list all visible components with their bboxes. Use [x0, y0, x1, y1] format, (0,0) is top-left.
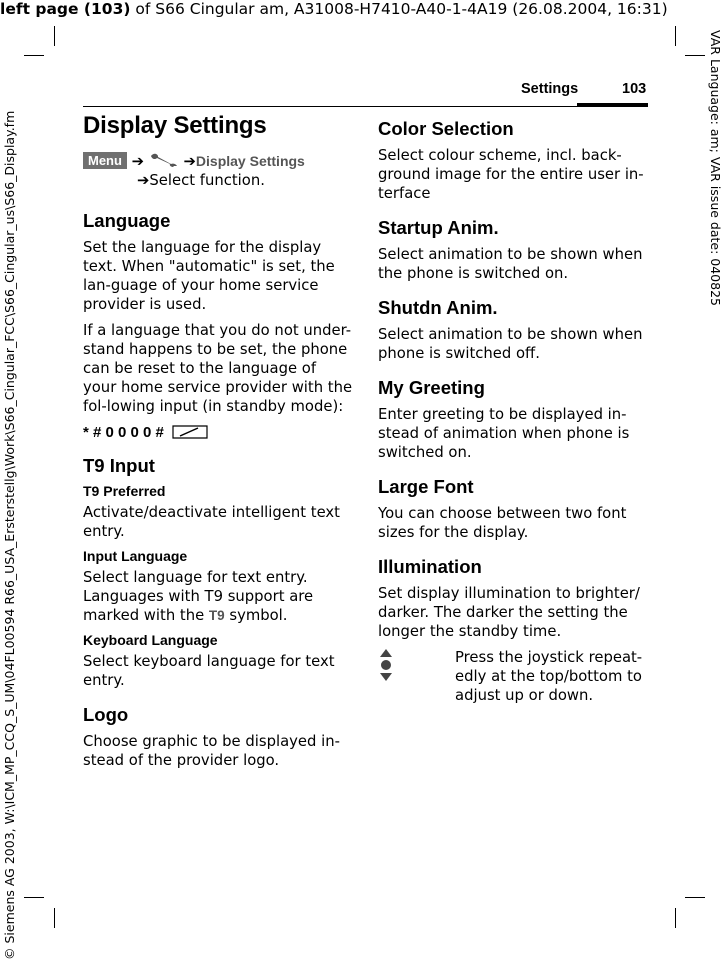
- menu-path-display-settings: Display Settings: [195, 153, 305, 169]
- document-info-rest: of S66 Cingular am, A31008-H7410-A40-1-4A19 (26.08.2004, 16:31): [130, 0, 668, 18]
- crop-mark: [24, 55, 44, 56]
- document-info-bold: left page (103): [0, 0, 131, 18]
- color-selection-heading: Color Selection: [378, 118, 514, 139]
- my-greeting-text: Enter greeting to be displayed in-stead of animation when phone is switched on.: [378, 406, 630, 461]
- keyboard-language-text: Select keyboard language for text entry.: [83, 653, 335, 689]
- input-language-text-b: symbol.: [224, 607, 288, 624]
- t9-symbol: T9: [208, 608, 225, 623]
- header-rule: [83, 106, 648, 107]
- illumination-heading: Illumination: [378, 556, 482, 577]
- large-font-heading: Large Font: [378, 476, 474, 497]
- language-heading: Language: [83, 210, 171, 231]
- joystick-instruction: [378, 648, 648, 705]
- startup-anim-heading: Startup Anim.: [378, 217, 499, 238]
- shutdown-anim-text: Select animation to be shown when phone is switched off.: [378, 326, 643, 362]
- crop-mark: [675, 908, 676, 928]
- running-header-section: Settings: [521, 81, 579, 97]
- my-greeting-heading: My Greeting: [378, 377, 485, 398]
- t9-input-heading: T9 Input: [83, 455, 155, 476]
- logo-heading: Logo: [83, 704, 129, 725]
- joystick-text: Press the joystick repeat-edly at the top/bottom to adjust up or down.: [455, 649, 643, 704]
- crop-mark: [675, 26, 676, 46]
- input-language-text: [83, 568, 353, 625]
- joystick-container: [378, 648, 455, 705]
- color-selection-text: Select colour scheme, incl. back-ground image for the entire user in-terface: [378, 147, 644, 202]
- document-info-line: [0, 0, 668, 18]
- keyboard-language-heading: Keyboard Language: [83, 632, 218, 648]
- illumination-text: Set display illumination to brighter/ darker. The darker the setting the longer the standby time.: [378, 585, 640, 640]
- reset-key-sequence: [83, 423, 353, 441]
- header-rule-thick: [577, 103, 648, 107]
- large-font-text: You can choose between two font sizes for the display.: [378, 505, 627, 541]
- arrow-icon: ➔: [183, 153, 196, 170]
- crop-mark: [685, 897, 705, 898]
- crop-mark: [24, 897, 44, 898]
- menu-key: Menu: [83, 152, 127, 169]
- var-language-margin: VAR Language: am; VAR issue date: 040825: [708, 30, 723, 306]
- file-path-margin: © Siemens AG 2003, W:\ICM_MP_CCQ_S_UM\04FL00594 R66_USA_Ersterstellg\Work\S66_Cingular_FCC\S66_Cingular_us\S66_Display.fm: [2, 110, 17, 960]
- left-column: [83, 112, 353, 777]
- menu-select-line: [83, 171, 353, 190]
- t9-preferred-text: Activate/deactivate intelligent text entry.: [83, 504, 340, 540]
- crop-mark: [685, 55, 705, 56]
- language-text-1: Set the language for the display text. When "automatic" is set, the lan-guage of your home service provider is used.: [83, 239, 335, 313]
- arrow-icon: ➔: [131, 153, 145, 170]
- crop-mark: [54, 908, 55, 928]
- joystick-up-down-icon: [378, 648, 394, 682]
- key-sequence-text: * # 0 0 0 0 #: [83, 423, 164, 441]
- page-number: 103: [622, 81, 647, 97]
- menu-path: [83, 152, 353, 190]
- language-text-2: If a language that you do not under-stand happens to be set, the phone can be reset to the language of your home service provider with the fol-lowing input (in standby mode):: [83, 322, 353, 415]
- menu-select-text: Select function.: [149, 172, 265, 189]
- t9-preferred-heading: T9 Preferred: [83, 483, 166, 499]
- crop-mark: [54, 26, 55, 46]
- call-key-icon: [170, 423, 210, 441]
- wrench-icon: [149, 152, 179, 168]
- logo-text: Choose graphic to be displayed in-stead of the provider logo.: [83, 733, 340, 769]
- input-language-text-a: Select language for text entry. Languages with T9 support are marked with the: [83, 569, 314, 624]
- input-language-heading: Input Language: [83, 548, 188, 564]
- shutdown-anim-heading: Shutdn Anim.: [378, 297, 498, 318]
- right-column: [378, 118, 648, 705]
- startup-anim-text: Select animation to be shown when the phone is switched on.: [378, 246, 643, 282]
- page-title: Display Settings: [83, 112, 267, 139]
- arrow-icon: ➔: [137, 172, 150, 189]
